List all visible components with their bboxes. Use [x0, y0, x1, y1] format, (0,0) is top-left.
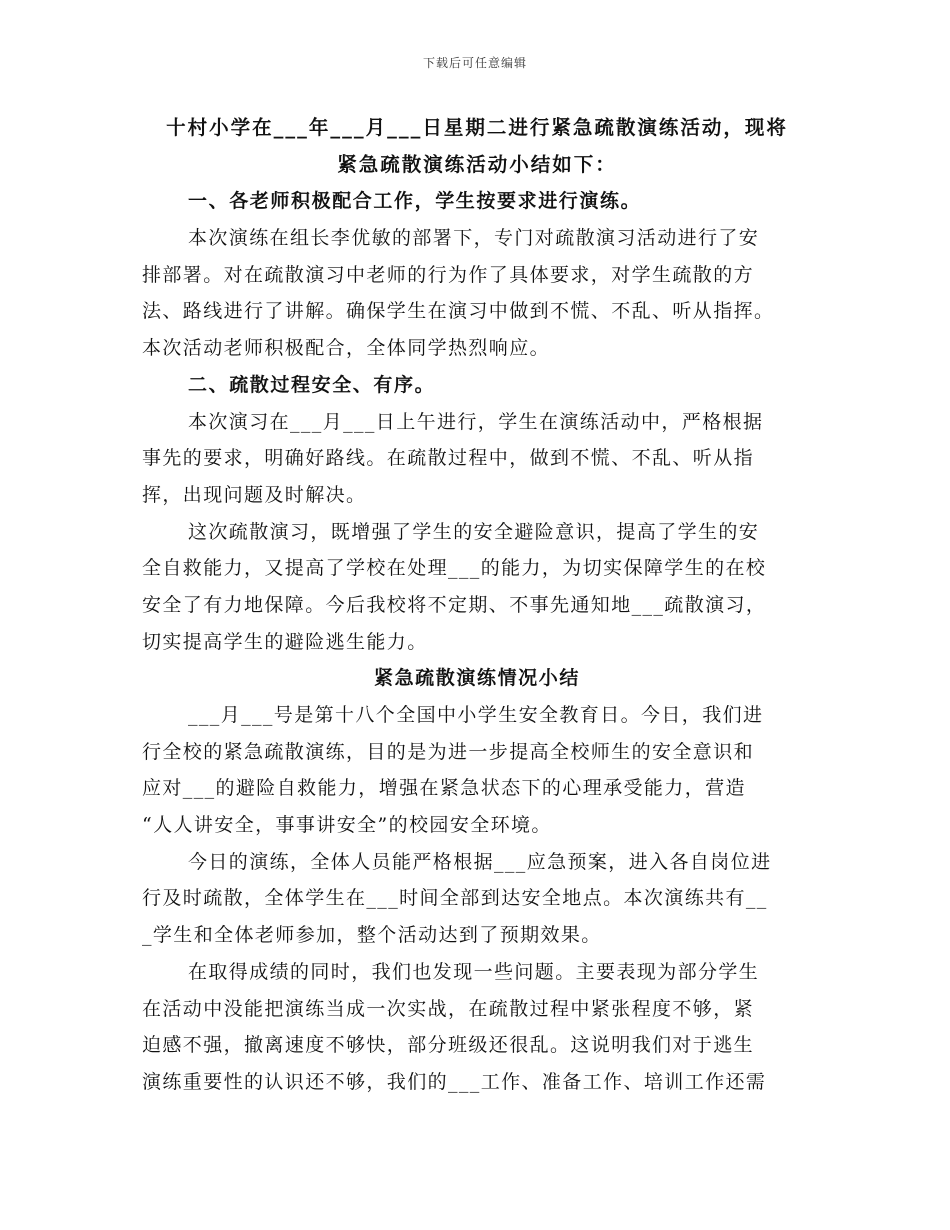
paragraph-line: 安全了有力地保障。今后我校将不定期、不事先通知地___疏散演习， [142, 593, 767, 616]
paragraph-line: 这次疏散演习，既增强了学生的安全避险意识，提高了学生的安 [188, 520, 760, 543]
paragraph-line: ___月___号是第十八个全国中小学生安全教育日。今日，我们进 [188, 704, 764, 726]
paragraph-line: 迫感不强，撤离速度不够快，部分班级还很乱。这说明我们对于逃生 [142, 1034, 755, 1057]
paragraph-line: 法、路线进行了讲解。确保学生在演习中做到不慌、不乱、听从指挥。 [142, 300, 775, 323]
paragraph-line: 行全校的紧急疏散演练，目的是为进一步提高全校师生的安全意识和 [142, 740, 755, 763]
paragraph-line: 本次演练在组长李优敏的部署下，专门对疏散演习活动进行了安 [188, 227, 760, 250]
summary-title: 紧急疏散演练情况小结 [373, 667, 580, 690]
document-body [142, 110, 812, 1101]
paragraph-line: 全自救能力，又提高了学校在处理___的能力，为切实保障学生的在校 [142, 557, 767, 580]
paragraph-line: 在活动中没能把演练当成一次实战，在疏散过程中紧张程度不够，紧 [142, 997, 755, 1020]
paragraph-line: _学生和全体老师参加，整个活动达到了预期效果。 [142, 924, 602, 947]
section-heading-1: 一、各老师积极配合工作，学生按要求进行演练。 [188, 190, 642, 213]
title-line-1: 十村小学在___年___月___日星期二进行紧急疏散演练活动，现将 [166, 116, 788, 139]
section-heading-2: 二、疏散过程安全、有序。 [188, 373, 436, 396]
header-note: 下载后可任意编辑 [422, 56, 527, 70]
paragraph-line: 今日的演练，全体人员能严格根据___应急预案，进入各自岗位进 [188, 850, 772, 873]
paragraph-line: 排部署。对在疏散演习中老师的行为作了具体要求，对学生疏散的方 [142, 263, 755, 286]
paragraph-line: 应对___的避险自救能力，增强在紧急状态下的心理承受能力，营造 [142, 777, 746, 800]
paragraph-line: 本次演习在___月___日上午进行，学生在演练活动中，严格根据 [188, 410, 764, 433]
title-line-2: 紧急疏散演练活动小结如下： [337, 152, 617, 176]
paragraph-line: 在取得成绩的同时，我们也发现一些问题。主要表现为部分学生 [188, 960, 760, 983]
paragraph-line: 事先的要求，明确好路线。在疏散过程中，做到不慌、不乱、听从指 [142, 447, 755, 470]
paragraph-line: 本次活动老师积极配合，全体同学热烈响应。 [142, 337, 551, 360]
paragraph-line: 切实提高学生的避险逃生能力。 [142, 630, 428, 653]
paragraph-line: 行及时疏散，全体学生在___时间全部到达安全地点。本次演练共有__ [142, 887, 768, 910]
paragraph-line: “人人讲安全，事事讲安全”的校园安全环境。 [142, 814, 552, 837]
paragraph-line: 挥，出现问题及时解决。 [142, 483, 367, 506]
paragraph-line: 演练重要性的认识还不够，我们的___工作、准备工作、培训工作还需 [142, 1070, 767, 1093]
